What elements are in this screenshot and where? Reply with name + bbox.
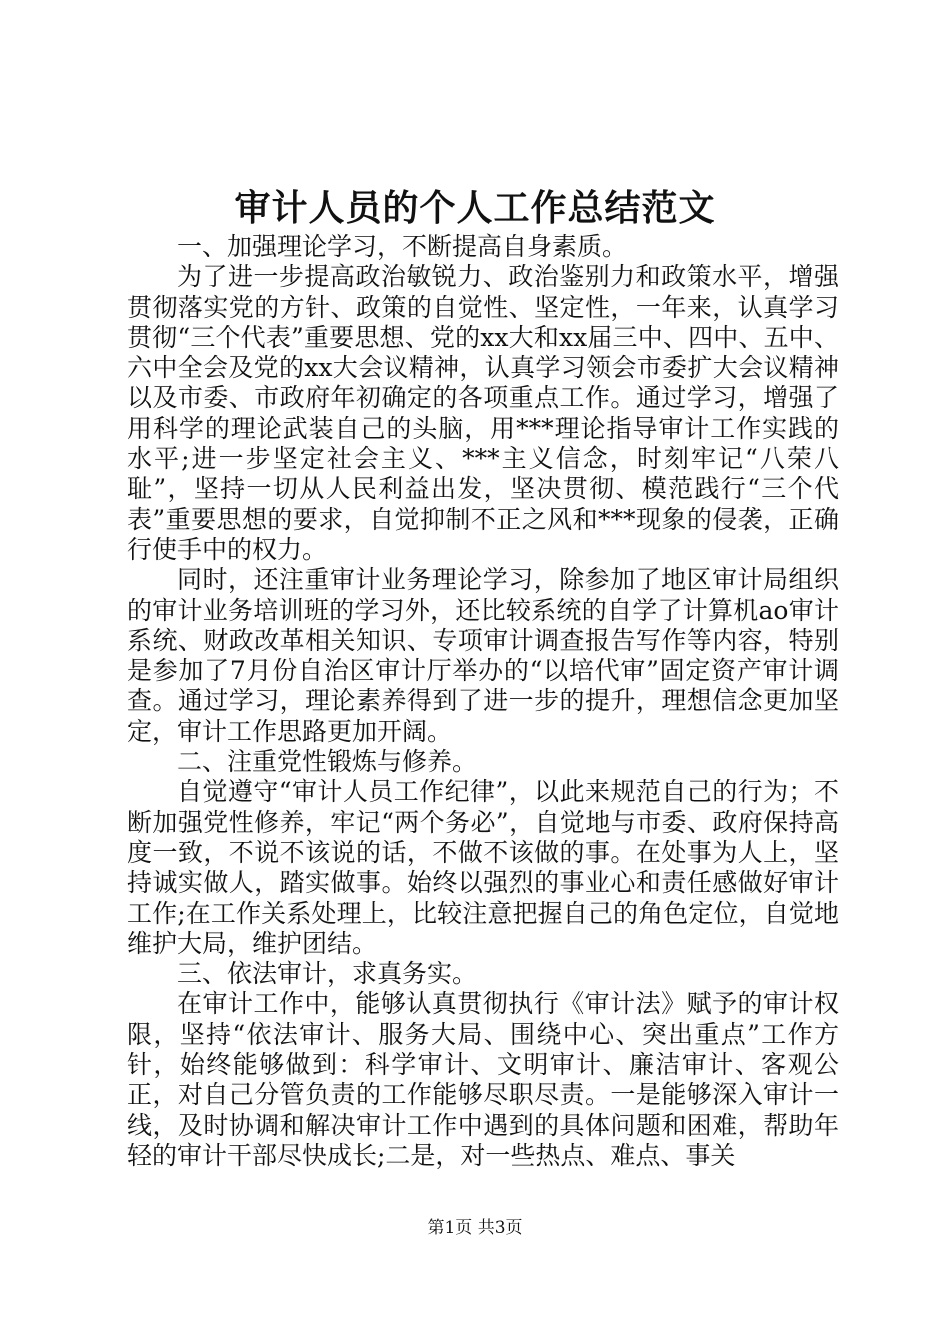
paragraph-lawful-audit: 在审计工作中，能够认真贯彻执行《审计法》赋予的审计权限，坚持“依法审计、服务大局、围绕中心、突出重点”工作方针，始终能够做到：科学审计、文明审计、廉洁审计、客观公正，对自己分管负责的工作能够尽职尽责。一是能够深入审计一线，及时协调和解决审计工作中遇到的具体问题和困难，帮助年轻的审计干部尽快成长;二是，对一些热点、难点、事关	[127, 989, 839, 1170]
paragraph-party-discipline: 自觉遵守“审计人员工作纪律”，以此来规范自己的行为；不断加强党性修养，牢记“两个务必”，自觉地与市委、政府保持高度一致，不说不该说的话，不做不该做的事。在处事为人上，坚持诚实做人，踏实做事。始终以强烈的事业心和责任感做好审计工作;在工作关系处理上，比较注意把握自己的角色定位，自觉地维护大局，维护团结。	[127, 777, 839, 958]
document-body	[127, 232, 839, 1171]
section-heading-1: 一、加强理论学习，不断提高自身素质。	[177, 232, 628, 261]
section-heading-2: 二、注重党性锻炼与修养。	[177, 747, 478, 777]
paragraph-theory-study: 为了进一步提高政治敏锐力、政治鉴别力和政策水平，增强贯彻落实党的方针、政策的自觉性、坚定性，一年来，认真学习贯彻“三个代表”重要思想、党的xx大和xx届三中、四中、五中、六中全会及党的xx大会议精神，认真学习领会市委扩大会议精神以及市委、市政府年初确定的各项重点工作。通过学习，增强了用科学的理论武装自己的头脑，用***理论指导审计工作实践的水平;进一步坚定社会主义、***主义信念，时刻牢记“八荣八耻”，坚持一切从人民利益出发，坚决贯彻、模范践行“三个代表”重要思想的要求，自觉抑制不正之风和***现象的侵袭，正确行使手中的权力。	[127, 262, 839, 564]
page-footer: 第1页 共3页	[427, 1218, 523, 1238]
paragraph-business-study: 同时，还注重审计业务理论学习，除参加了地区审计局组织的审计业务培训班的学习外，还比较系统的自学了计算机ao审计系统、财政改革相关知识、专项审计调查报告写作等内容，特别是参加了7月份自治区审计厅举办的“以培代审”固定资产审计调查。通过学习，理论素养得到了进一步的提升，理想信念更加坚定，审计工作思路更加开阔。	[127, 565, 839, 746]
document-title: 审计人员的个人工作总结范文	[234, 187, 716, 229]
section-heading-3: 三、依法审计，求真务实。	[177, 959, 478, 989]
